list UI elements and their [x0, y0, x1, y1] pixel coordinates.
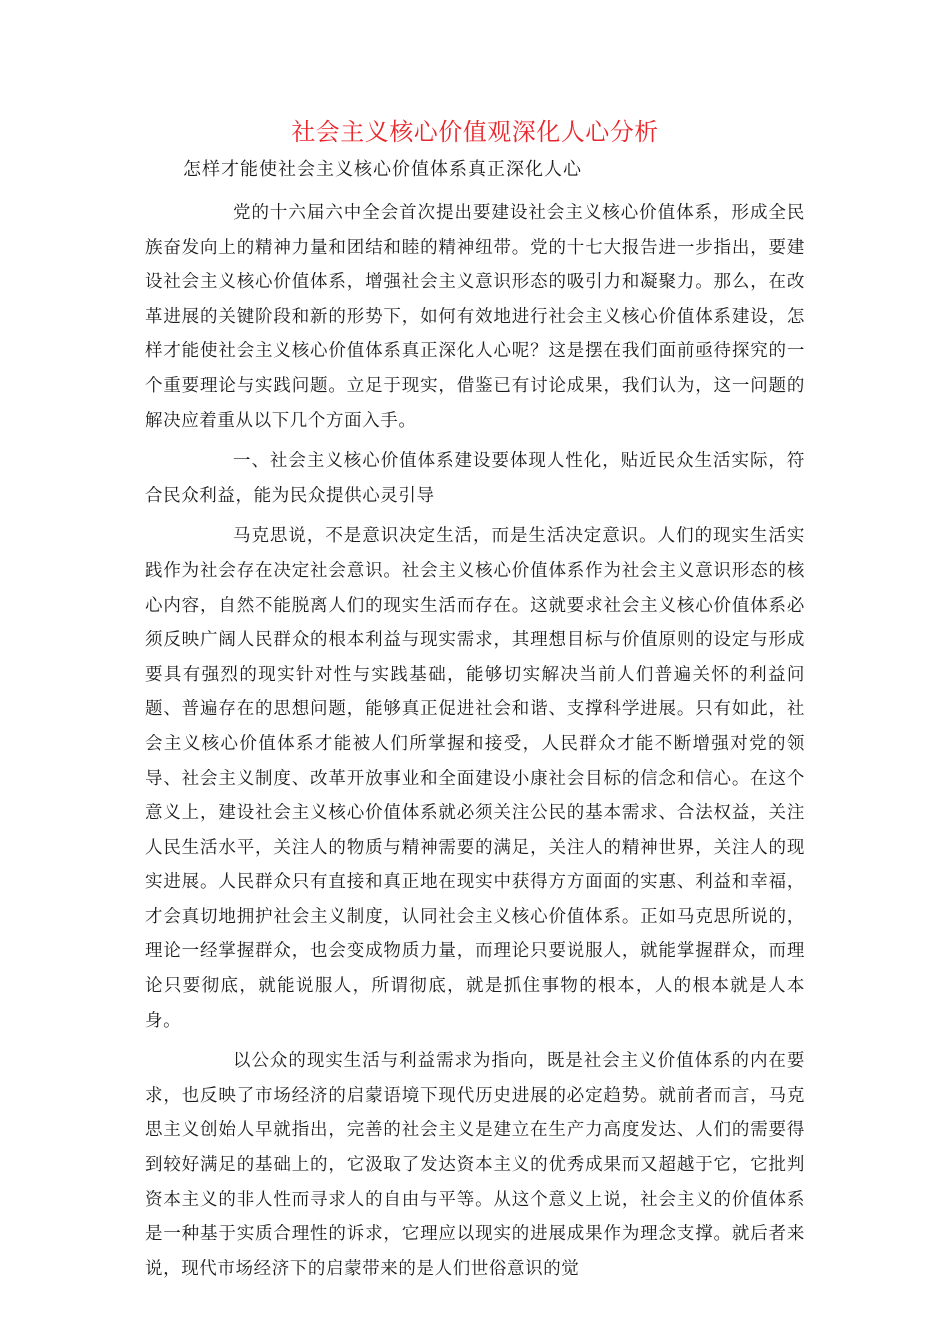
- document-body: [145, 196, 805, 1292]
- paragraph-public-interest: 以公众的现实生活与利益需求为指向，既是社会主义价值体系的内在要求，也反映了市场经济的启蒙语境下现代历史进展的必定趋势。就前者而言，马克思主义创始人早就指出，完善的社会主义是建立在生产力高度发达、人们的需要得到较好满足的基础上的，它汲取了发达资本主义的优秀成果而又超越于它，它批判资本主义的非人性而寻求人的自由与平等。从这个意义上说，社会主义的价值体系是一种基于实质合理性的诉求，它理应以现实的进展成果作为理念支撑。就后者来说，现代市场经济下的启蒙带来的是人们世俗意识的觉: [145, 1051, 805, 1279]
- paragraph-intro: 党的十六届六中全会首次提出要建设社会主义核心价值体系，形成全民族奋发向上的精神力量和团结和睦的精神纽带。党的十七大报告进一步指出，要建设社会主义核心价值体系，增强社会主义意识形态的吸引力和凝聚力。那么，在改革进展的关键阶段和新的形势下，如何有效地进行社会主义核心价值体系建设，怎样才能使社会主义核心价值体系真正深化人心呢？这是摆在我们面前亟待探究的一个重要理论与实践问题。立足于现实，借鉴已有讨论成果，我们认为，这一问题的解决应着重从以下几个方面入手。: [145, 203, 805, 431]
- document-subtitle: 怎样才能使社会主义核心价值体系真正深化人心: [183, 159, 582, 180]
- section-heading-1: 一、社会主义核心价值体系建设要体现人性化，贴近民众生活实际，符合民众利益，能为民众提供心灵引导: [145, 451, 805, 506]
- document-title: 社会主义核心价值观深化人心分析: [291, 118, 659, 146]
- paragraph-marx: 马克思说，不是意识决定生活，而是生活决定意识。人们的现实生活实践作为社会存在决定社会意识。社会主义核心价值体系作为社会主义意识形态的核心内容，自然不能脱离人们的现实生活而存在。这就要求社会主义核心价值体系必须反映广阔人民群众的根本利益与现实需求，其理想目标与价值原则的设定与形成要具有强烈的现实针对性与实践基础，能够切实解决当前人们普遍关怀的利益问题、普遍存在的思想问题，能够真正促进社会和谐、支撑科学进展。只有如此，社会主义核心价值体系才能被人们所掌握和接受，人民群众才能不断增强对党的领导、社会主义制度、改革开放事业和全面建设小康社会目标的信念和信心。在这个意义上，建设社会主义核心价值体系就必须关注公民的基本需求、合法权益，关注人民生活水平，关注人的物质与精神需要的满足，关注人的精神世界，关注人的现实进展。人民群众只有直接和真正地在现实中获得方方面面的实惠、利益和幸福，才会真切地拥护社会主义制度，认同社会主义核心价值体系。正如马克思所说的，理论一经掌握群众，也会变成物质力量，而理论只要说服人，就能掌握群众，而理论只要彻底，就能说服人，所谓彻底，就是抓住事物的根本，人的根本就是人本身。: [145, 526, 805, 1031]
